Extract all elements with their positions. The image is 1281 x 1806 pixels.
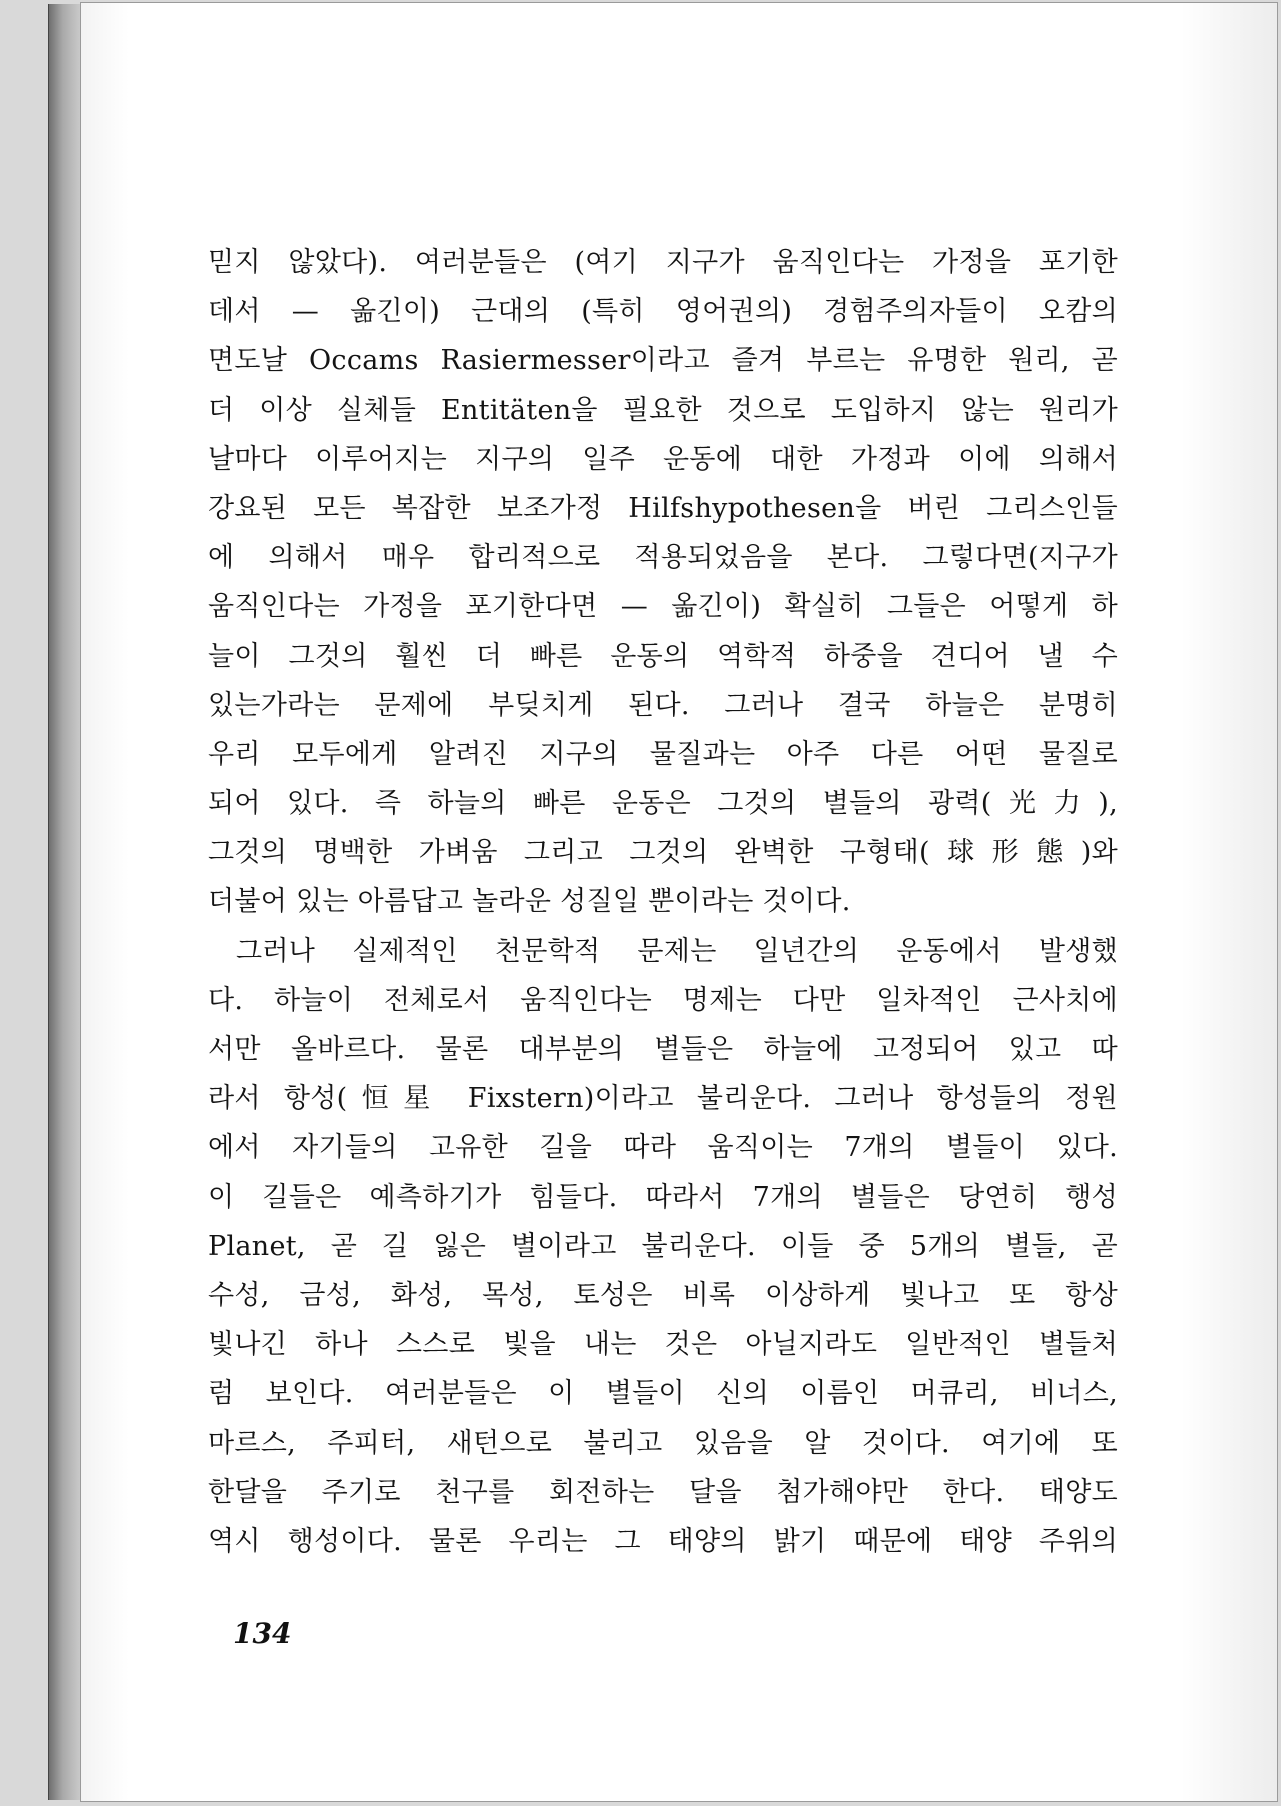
text-line: 다. 하늘이 전체로서 움직인다는 명제는 다만 일차적인 근사치에 — [208, 984, 1118, 1016]
text-line: 그러나 실제적인 천문학적 문제는 일년간의 운동에서 발생했 — [236, 935, 1118, 967]
text-line: 우리 모두에게 알려진 지구의 물질과는 아주 다른 어떤 물질로 — [208, 738, 1118, 770]
text-line: 날마다 이루어지는 지구의 일주 운동에 대한 가정과 이에 의해서 — [208, 443, 1118, 475]
text-line: 역시 행성이다. 물론 우리는 그 태양의 밝기 때문에 태양 주위의 — [208, 1525, 1118, 1557]
text-line: 더불어 있는 아름답고 놀라운 성질일 뿐이라는 것이다. — [208, 886, 851, 918]
text-line: 마르스, 주피터, 새턴으로 불리고 있음을 알 것이다. 여기에 또 — [208, 1427, 1118, 1459]
text-line: 라서 항성(恒星 Fixstern)이라고 불리운다. 그러나 항성들의 정원 — [208, 1083, 1118, 1115]
text-line: Planet, 곧 길 잃은 별이라고 불리운다. 이들 중 5개의 별들, 곧 — [208, 1230, 1118, 1262]
text-line: 면도날 Occams Rasiermesser이라고 즐겨 부르는 유명한 원리, 곧 — [208, 345, 1118, 377]
text-line: 믿지 않았다). 여러분들은 (여기 지구가 움직인다는 가정을 포기한 — [208, 247, 1118, 278]
text-line: 더 이상 실체들 Entitäten을 필요한 것으로 도입하지 않는 원리가 — [208, 394, 1118, 426]
text-line: 에 의해서 매우 합리적으로 적용되었음을 본다. 그렇다면(지구가 — [208, 542, 1118, 574]
page-number: 134 — [233, 1617, 292, 1650]
book-page-edge — [48, 4, 83, 1800]
text-line: 수성, 금성, 화성, 목성, 토성은 비록 이상하게 빛나고 또 항상 — [208, 1279, 1118, 1311]
text-line: 한달을 주기로 천구를 회전하는 달을 첨가해야만 한다. 태양도 — [208, 1476, 1118, 1508]
text-line: 움직인다는 가정을 포기한다면 — 옮긴이) 확실히 그들은 어떻게 하 — [208, 591, 1118, 623]
text-line: 에서 자기들의 고유한 길을 따라 움직이는 7개의 별들이 있다. — [208, 1132, 1118, 1164]
text-line: 데서 — 옮긴이) 근대의 (특히 영어권의) 경험주의자들이 오캄의 — [208, 296, 1118, 328]
text-line: 서만 올바르다. 물론 대부분의 별들은 하늘에 고정되어 있고 따 — [208, 1034, 1118, 1065]
text-line: 이 길들은 예측하기가 힘들다. 따라서 7개의 별들은 당연히 행성 — [208, 1181, 1118, 1213]
text-line: 있는가라는 문제에 부딪치게 된다. 그러나 결국 하늘은 분명히 — [208, 689, 1118, 721]
text-line: 빛나긴 하나 스스로 빛을 내는 것은 아닐지라도 일반적인 별들처 — [208, 1329, 1118, 1361]
text-line: 럼 보인다. 여러분들은 이 별들이 신의 이름인 머큐리, 비너스, — [208, 1378, 1118, 1410]
text-line: 되어 있다. 즉 하늘의 빠른 운동은 그것의 별들의 광력(光力), — [208, 788, 1118, 820]
text-line: 그것의 명백한 가벼움 그리고 그것의 완벽한 구형태(球形態)와 — [208, 837, 1118, 869]
body-text — [208, 238, 1118, 1566]
text-line: 강요된 모든 복잡한 보조가정 Hilfshypothesen을 버린 그리스인들 — [208, 492, 1118, 524]
text-line: 늘이 그것의 훨씬 더 빠른 운동의 역학적 하중을 견디어 낼 수 — [208, 640, 1118, 672]
